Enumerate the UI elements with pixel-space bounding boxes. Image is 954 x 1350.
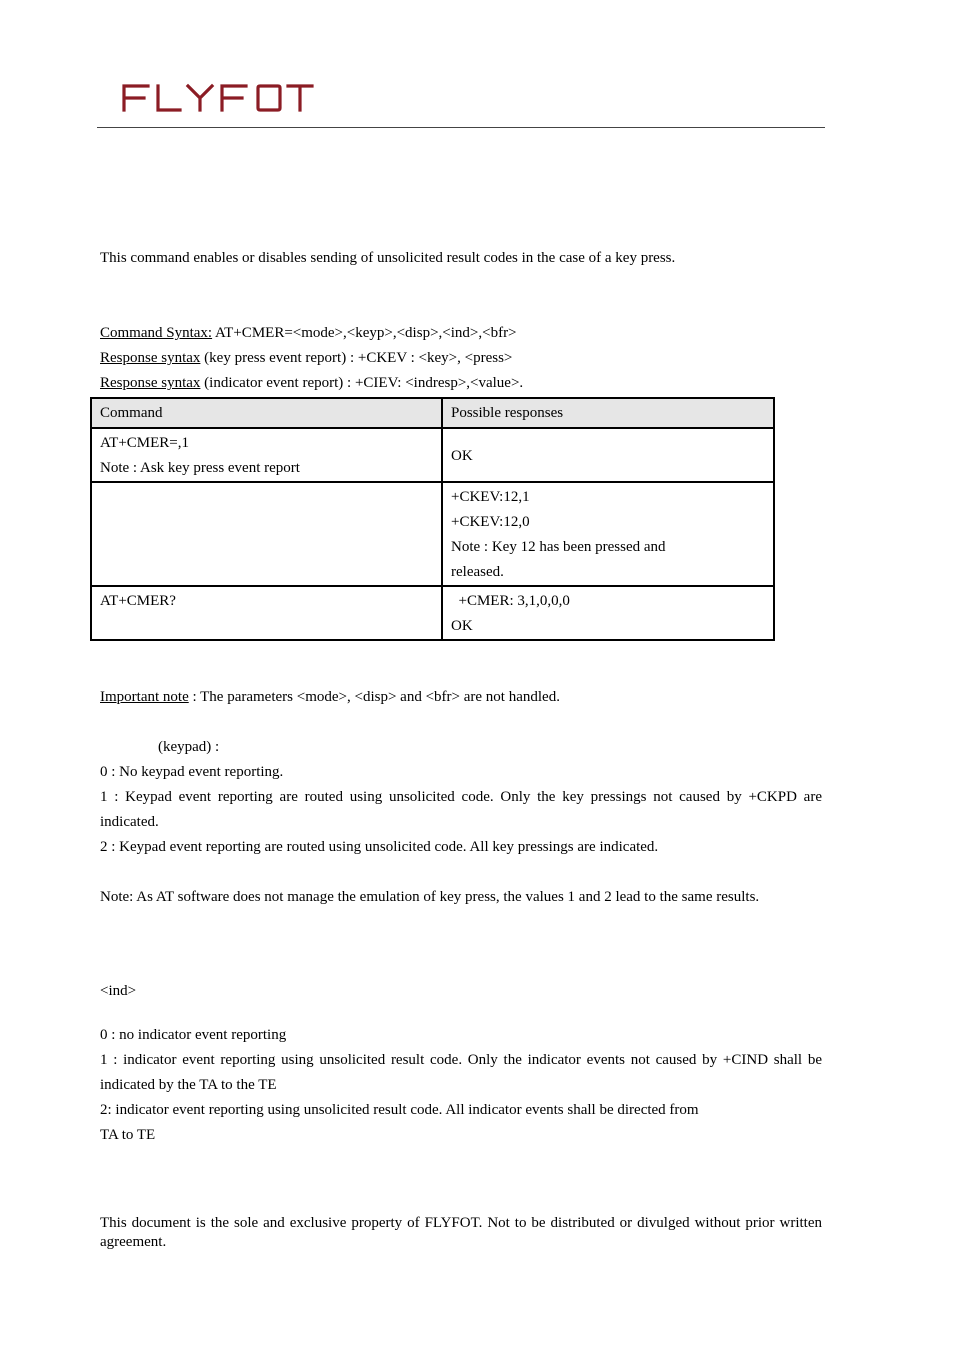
keypad-item: 2 : Keypad event reporting are routed using unsolicited code. All key pressings are indicated. [100,839,659,855]
response-syntax-indicator [100,371,523,396]
header-responses: Possible responses [442,398,774,428]
header-divider [97,127,825,128]
response-syntax-value: (indicator event report) : +CIEV: <indresp>,<value>. [200,375,524,391]
keypad-heading: (keypad) : [158,739,220,755]
table-row [91,586,774,640]
cell-text: Note : Ask key press event report [100,460,300,476]
ind-item: 0 : no indicator event reporting [100,1027,287,1043]
ind-item: TA to TE [100,1127,156,1143]
response-cell [442,428,774,482]
cell-text: released. [451,564,504,580]
table-header-row [91,398,774,428]
intro-text: This command enables or disables sending of unsolicited result codes in the case of a key press. [100,250,676,266]
cell-text: AT+CMER? [100,593,176,609]
ind-item: 1 : indicator event reporting using unsolicited result code. Only the indicator events not caused by +CIND shall be indicated by the TA to the TE [100,1052,822,1093]
response-cell [442,482,774,586]
table-row [91,428,774,482]
important-note-text: : The parameters <mode>, <disp> and <bfr> are not handled. [188,689,560,705]
command-cell [91,482,442,586]
keypad-item: 0 : No keypad event reporting. [100,764,284,780]
table-row [91,482,774,586]
cell-text: +CMER: 3,1,0,0,0 [451,593,570,609]
cell-text: Note : Key 12 has been pressed and [451,539,666,555]
cell-text: +CKEV:12,0 [451,514,530,530]
header-command: Command [91,398,442,428]
keypad-item: 1 : Keypad event reporting are routed using unsolicited code. Only the key pressings not caused by +CKPD are indicated. [100,789,822,830]
important-note-label: Important note [100,689,189,705]
cell-text: AT+CMER=,1 [100,435,190,451]
command-cell [91,586,442,640]
command-syntax-label: Command Syntax: [100,325,213,341]
ind-heading: <ind> [100,983,137,999]
keypad-note: Note: As AT software does not manage the emulation of key press, the values 1 and 2 lead to the same results. [100,889,760,905]
ind-item: 2: indicator event reporting using unsolicited result code. All indicator events shall be directed from [100,1102,699,1118]
footer-notice: This document is the sole and exclusive property of FLYFOT. Not to be distributed or divulged without prior written agreement. [100,1215,822,1250]
response-syntax-label: Response syntax [100,375,201,391]
cell-text: +CKEV:12,1 [451,489,530,505]
cell-text: OK [451,618,473,634]
cell-text: OK [451,447,473,464]
important-note [100,685,560,710]
flyfot-logo [118,80,314,114]
command-cell [91,428,442,482]
response-syntax-key [100,346,512,371]
response-syntax-value: (key press event report) : +CKEV : <key>, <press> [200,350,513,366]
command-syntax [100,321,517,346]
response-syntax-label: Response syntax [100,350,201,366]
command-table [90,397,775,641]
command-syntax-value: AT+CMER=<mode>,<keyp>,<disp>,<ind>,<bfr> [212,325,517,341]
response-cell [442,586,774,640]
